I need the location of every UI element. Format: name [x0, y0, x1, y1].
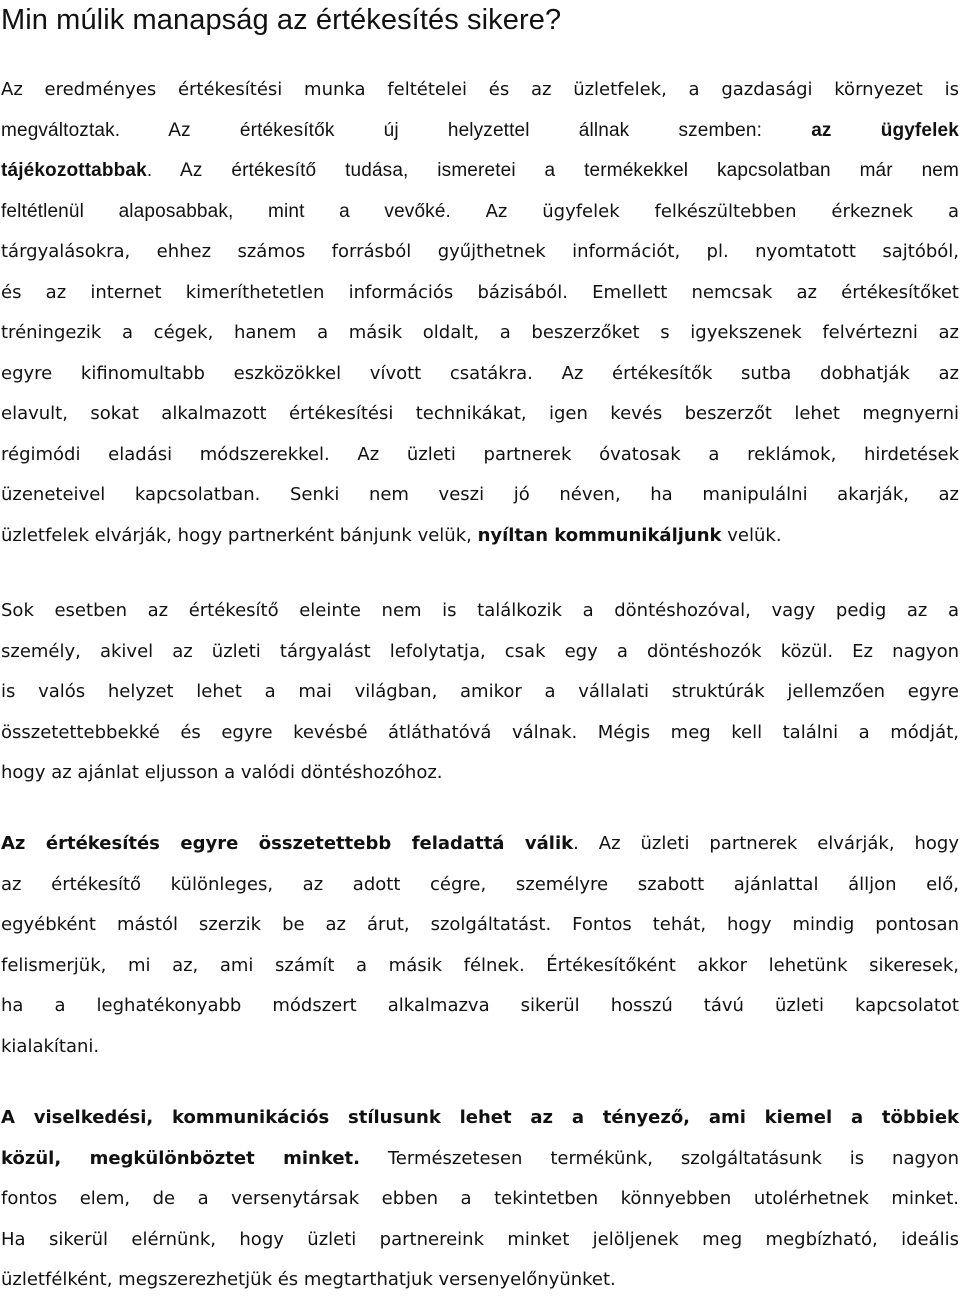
text-run: Az eredményes értékesítési munka feltételei és az üzletfelek, a gazdasági környezet is [1, 79, 959, 100]
text-line [1, 753, 959, 794]
text-run: tárgyalásokra, ehhez számos forrásból gyűjthetnek információt, pl. nyomtatott sajtóból, [1, 241, 959, 262]
text-run: is valós helyzet lehet a mai világban, amikor a vállalati struktúrák jellemzően egyre [1, 681, 959, 702]
text-line [1, 151, 959, 192]
text-run: és az internet kimeríthetetlen információs bázisából. Emellett nemcsak az értékesítőket [1, 281, 959, 303]
text-line [1, 591, 959, 632]
text-run: Ha sikerül elérnünk, hogy üzleti partnereink minket jelöljenek meg megbízható, ideális [1, 1228, 959, 1250]
text-run: Sok esetben az értékesítő eleinte nem is találkozik a döntéshozóval, vagy pedig az a [1, 600, 959, 621]
text-run: ha a leghatékonyabb módszert alkalmazva sikerül hosszú távú üzleti kapcsolatot [1, 995, 959, 1016]
text-line [1, 986, 959, 1027]
text-run: üzletfélként, megszerezhetjük és megtarthatjuk versenyelőnyünket. [1, 1269, 616, 1290]
text-line [1, 1220, 959, 1261]
text-line [1, 111, 959, 152]
text-line [1, 273, 959, 314]
text-line [1, 516, 959, 557]
text-run: . Az értékesítő tudása, ismeretei a termékekkel kapcsolatban már nem [146, 160, 959, 181]
bold-text: közül, megkülönböztet minket. [1, 1147, 360, 1169]
text-line [1, 354, 959, 395]
text-run: összetettebbekké és egyre kevésbé átláthatóvá válnak. Mégis meg kell találni a módját, [1, 721, 959, 743]
text-run: üzletfelek elvárják, hogy partnerként bánjunk velük, [1, 524, 478, 546]
text-line [1, 632, 959, 673]
text-line [1, 1179, 959, 1220]
text-line [1, 905, 959, 946]
text-run: egyébként mástól szerzik be az árut, szolgáltatást. Fontos tehát, hogy mindig pontosan [1, 914, 959, 935]
text-line [1, 713, 959, 754]
text-line [1, 70, 959, 111]
text-line [1, 1027, 959, 1068]
text-line [1, 313, 959, 354]
paragraph-communication-style [1, 1098, 959, 1301]
text-run: régimódi eladási módszerekkel. Az üzleti partnerek óvatosak a reklámok, hirdetések [1, 443, 959, 465]
text-line [1, 192, 959, 233]
text-line [1, 435, 959, 476]
text-run: . Az üzleti partnerek elvárják, hogy [573, 833, 959, 854]
text-line [1, 672, 959, 713]
text-run: üzeneteivel kapcsolatban. Senki nem veszi jó néven, ha manipulálni akarják, az [1, 484, 959, 505]
text-run: velük. [721, 524, 782, 546]
page-title: Min múlik manapság az értékesítés sikere? [1, 4, 562, 36]
text-line [1, 475, 959, 516]
text-line [1, 232, 959, 273]
text-run: fontos elem, de a versenytársak ebben a tekintetben könnyebben utolérhetnek minket. [1, 1188, 959, 1209]
text-run: megváltoztak. Az értékesítők új helyzettel állnak szemben: [1, 119, 812, 141]
text-run: tréningezik a cégek, hanem a másik oldalt, a beszerzőket s igyekszenek felvértezni az [1, 322, 959, 343]
text-line [1, 394, 959, 435]
bold-text: nyíltan kommunikáljunk [477, 524, 722, 546]
text-run: feltétlenül alaposabbak, mint a vevőké. [1, 200, 486, 222]
paragraph-decision-maker [1, 591, 959, 794]
text-run: Természetesen termékünk, szolgáltatásunk is nagyon [359, 1147, 959, 1169]
text-run: Az ügyfelek felkészültebben érkeznek a [485, 200, 959, 222]
text-line [1, 824, 959, 865]
text-line [1, 865, 959, 906]
text-run: egyre kifinomultabb eszközökkel vívott csatákra. Az értékesítők sutba dobhatják az [1, 362, 959, 384]
bold-text: az ügyfelek [811, 119, 959, 141]
text-line [1, 1260, 959, 1301]
bold-text: tájékozottabbak [1, 160, 147, 181]
text-run: személy, akivel az üzleti tárgyalást lefolytatja, csak egy a döntéshozók közül. Ez nagyon [1, 640, 959, 662]
text-run: hogy az ajánlat eljusson a valódi döntéshozóhoz. [1, 762, 443, 783]
bold-text: A viselkedési, kommunikációs stílusunk lehet az a tényező, ami kiemel a többiek [1, 1107, 959, 1128]
text-run: kialakítani. [1, 1035, 100, 1057]
text-run: felismerjük, mi az, ami számít a másik félnek. Értékesítőként akkor lehetünk sikeresek, [1, 954, 959, 976]
text-run: az értékesítő különleges, az adott cégre, személyre szabott ajánlattal álljon elő, [1, 873, 959, 895]
text-run: elavult, sokat alkalmazott értékesítési technikákat, igen kevés beszerzőt lehet megnyerni [1, 403, 959, 424]
bold-text: Az értékesítés egyre összetettebb feladattá válik [1, 833, 574, 854]
paragraph-value-change [1, 70, 959, 556]
text-line [1, 1139, 959, 1180]
paragraph-complex-task [1, 824, 959, 1067]
text-line [1, 946, 959, 987]
text-line [1, 1098, 959, 1139]
